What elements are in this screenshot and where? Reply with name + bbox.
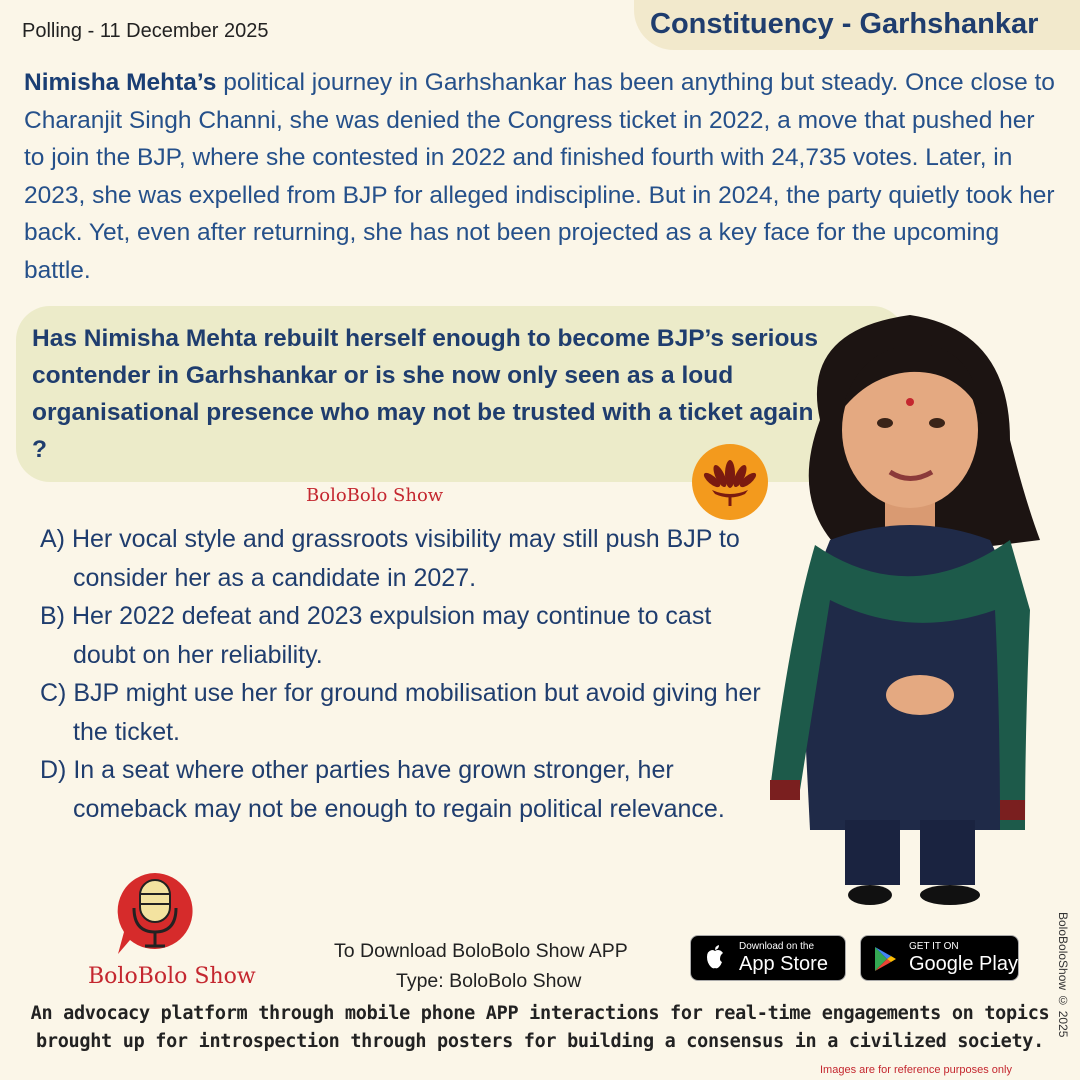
app-store-button[interactable]	[690, 935, 846, 981]
intro-paragraph	[24, 64, 1060, 289]
polling-date: Polling - 11 December 2025	[22, 20, 269, 42]
constituency-title: Constituency - Garhshankar	[650, 8, 1039, 40]
play-small-text: GET IT ON	[909, 941, 959, 952]
google-play-button[interactable]	[860, 935, 1019, 981]
appstore-small-text: Download on the	[739, 941, 815, 952]
intro-text: political journey in Garhshankar has been anything but steady. Once close to Charanjit Singh Channi, she was denied the Congress ticket in 2022, a move that pushed her to join the BJP, where she contested in 2022 and finished fourth with 24,735 votes. Later, in 2023, she was expelled from BJP for alleged indiscipline. But in 2024, the party quietly took her back. Yet, even after returning, she has not been projected as a key face for the upcoming battle.	[24, 69, 1055, 284]
download-line2: Type: BoloBolo Show	[396, 970, 582, 992]
option-b[interactable]: B) Her 2022 defeat and 2023 expulsion may continue to cast doubt on her reliability.	[40, 602, 712, 669]
option-a[interactable]: A) Her vocal style and grassroots visibility may still push BJP to consider her as a candidate in 2027.	[40, 525, 740, 592]
option-d[interactable]: D) In a seat where other parties have grown stronger, her comeback may not be enough to regain political relevance.	[40, 756, 725, 823]
option-c[interactable]: C) BJP might use her for ground mobilisation but avoid giving her the ticket.	[40, 679, 761, 746]
bjp-lotus-icon	[692, 444, 768, 520]
logo-text: BoloBolo Show	[88, 964, 256, 989]
disclaimer: Images are for reference purposes only	[820, 1064, 1012, 1076]
download-line1: To Download BoloBolo Show APP	[334, 940, 628, 962]
watermark: BoloBolo Show	[306, 485, 444, 506]
bolobolo-microphone-logo	[110, 868, 200, 958]
footer-text: An advocacy platform through mobile phone APP interactions for real-time engagements on topics brought up for introspection through posters for building a consensus in a civilized society.	[30, 1003, 1050, 1052]
apple-icon	[701, 944, 729, 972]
appstore-big-text: App Store	[739, 953, 828, 975]
play-icon	[871, 945, 899, 973]
poll-question: Has Nimisha Mehta rebuilt herself enough to become BJP’s serious contender in Garhshankar or is she now only seen as a loud organisational presence who may not be trusted with a ticket again ?	[32, 325, 819, 463]
options-list	[40, 520, 770, 828]
intro-name: Nimisha Mehta’s	[24, 69, 217, 96]
side-credit: BoloBoloShow © 2025	[1056, 912, 1070, 1038]
play-big-text: Google Play	[909, 953, 1018, 975]
candidate-illustration	[760, 310, 1050, 920]
